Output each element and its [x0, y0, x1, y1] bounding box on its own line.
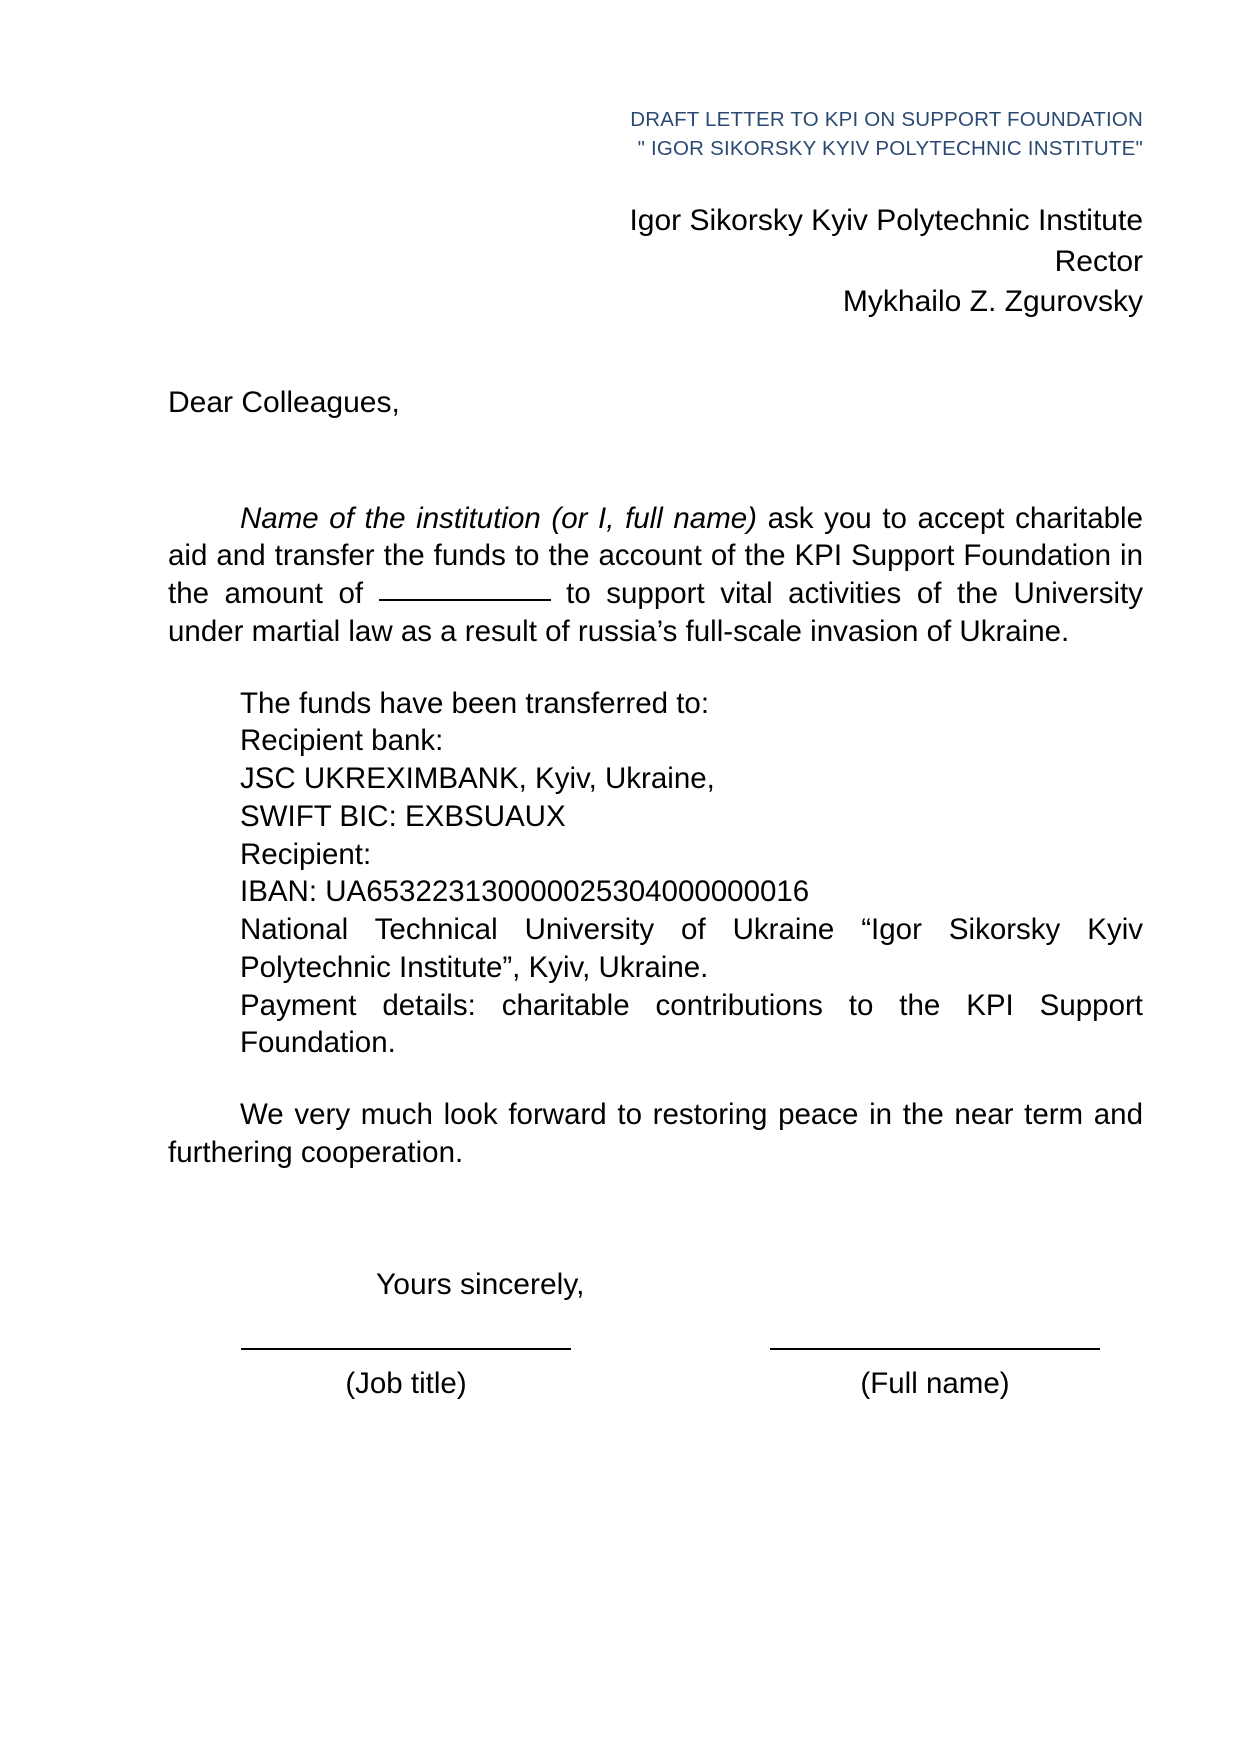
bank-name: JSC UKREXIMBANK, Kyiv, Ukraine,: [240, 762, 715, 796]
signature-line-full-name[interactable]: [770, 1348, 1100, 1350]
signature-full-name-block: [755, 1348, 1115, 1401]
lead-paragraph-text-a: ask you to accept charitable aid and transfer the funds to the account of the KPI Support Foundation in the amount of: [168, 501, 1143, 611]
recipient-label: Recipient:: [240, 837, 372, 871]
signature-row: [168, 1348, 1143, 1401]
addressee-block: [168, 201, 1143, 323]
signature-caption-full-name: (Full name): [860, 1366, 1010, 1400]
payment-details: Payment details: charitable contributions to the KPI Support Foundation.: [240, 988, 1143, 1060]
iban: IBAN: UA653223130000025304000000016: [240, 875, 810, 909]
lead-paragraph: [168, 500, 1143, 651]
transfer-intro-paragraph: The funds have been transferred to:: [240, 686, 710, 720]
amount-blank-field[interactable]: [379, 599, 551, 601]
swift-bic: SWIFT BIC: EXBSUAUX: [240, 799, 566, 833]
recipient-bank-label: Recipient bank:: [240, 724, 444, 758]
closing-paragraph: We very much look forward to restoring peace in the near term and furthering cooperation.: [168, 1098, 1143, 1169]
signature-caption-job-title: (Job title): [345, 1366, 467, 1400]
institution-name-placeholder: Name of the institution (or I, full name): [240, 501, 758, 535]
recipient-name: National Technical University of Ukraine “Igor Sikorsky Kyiv Polytechnic Institute”, Kyiv, Ukraine.: [240, 913, 1143, 984]
lead-paragraph-text-b: to support vital activities of the University under martial law as a result of russia’s full-scale invasion of Ukraine.: [168, 577, 1143, 648]
addressee-position: Rector: [1054, 244, 1143, 278]
addressee-institution: Igor Sikorsky Kyiv Polytechnic Institute: [629, 204, 1143, 238]
signature-job-title-block: [226, 1348, 586, 1401]
signature-line-job-title[interactable]: [241, 1348, 571, 1350]
document-header-line-2: " IGOR SIKORSKY KYIV POLYTECHNIC INSTITUTE": [637, 137, 1143, 161]
salutation: Dear Colleagues,: [168, 385, 400, 419]
addressee-name: Mykhailo Z. Zgurovsky: [842, 285, 1143, 319]
valediction: Yours sincerely,: [376, 1267, 585, 1301]
letter-content: [168, 0, 1143, 1401]
document-header-line-1: DRAFT LETTER TO KPI ON SUPPORT FOUNDATION: [630, 108, 1143, 131]
document-header: [168, 105, 1143, 163]
